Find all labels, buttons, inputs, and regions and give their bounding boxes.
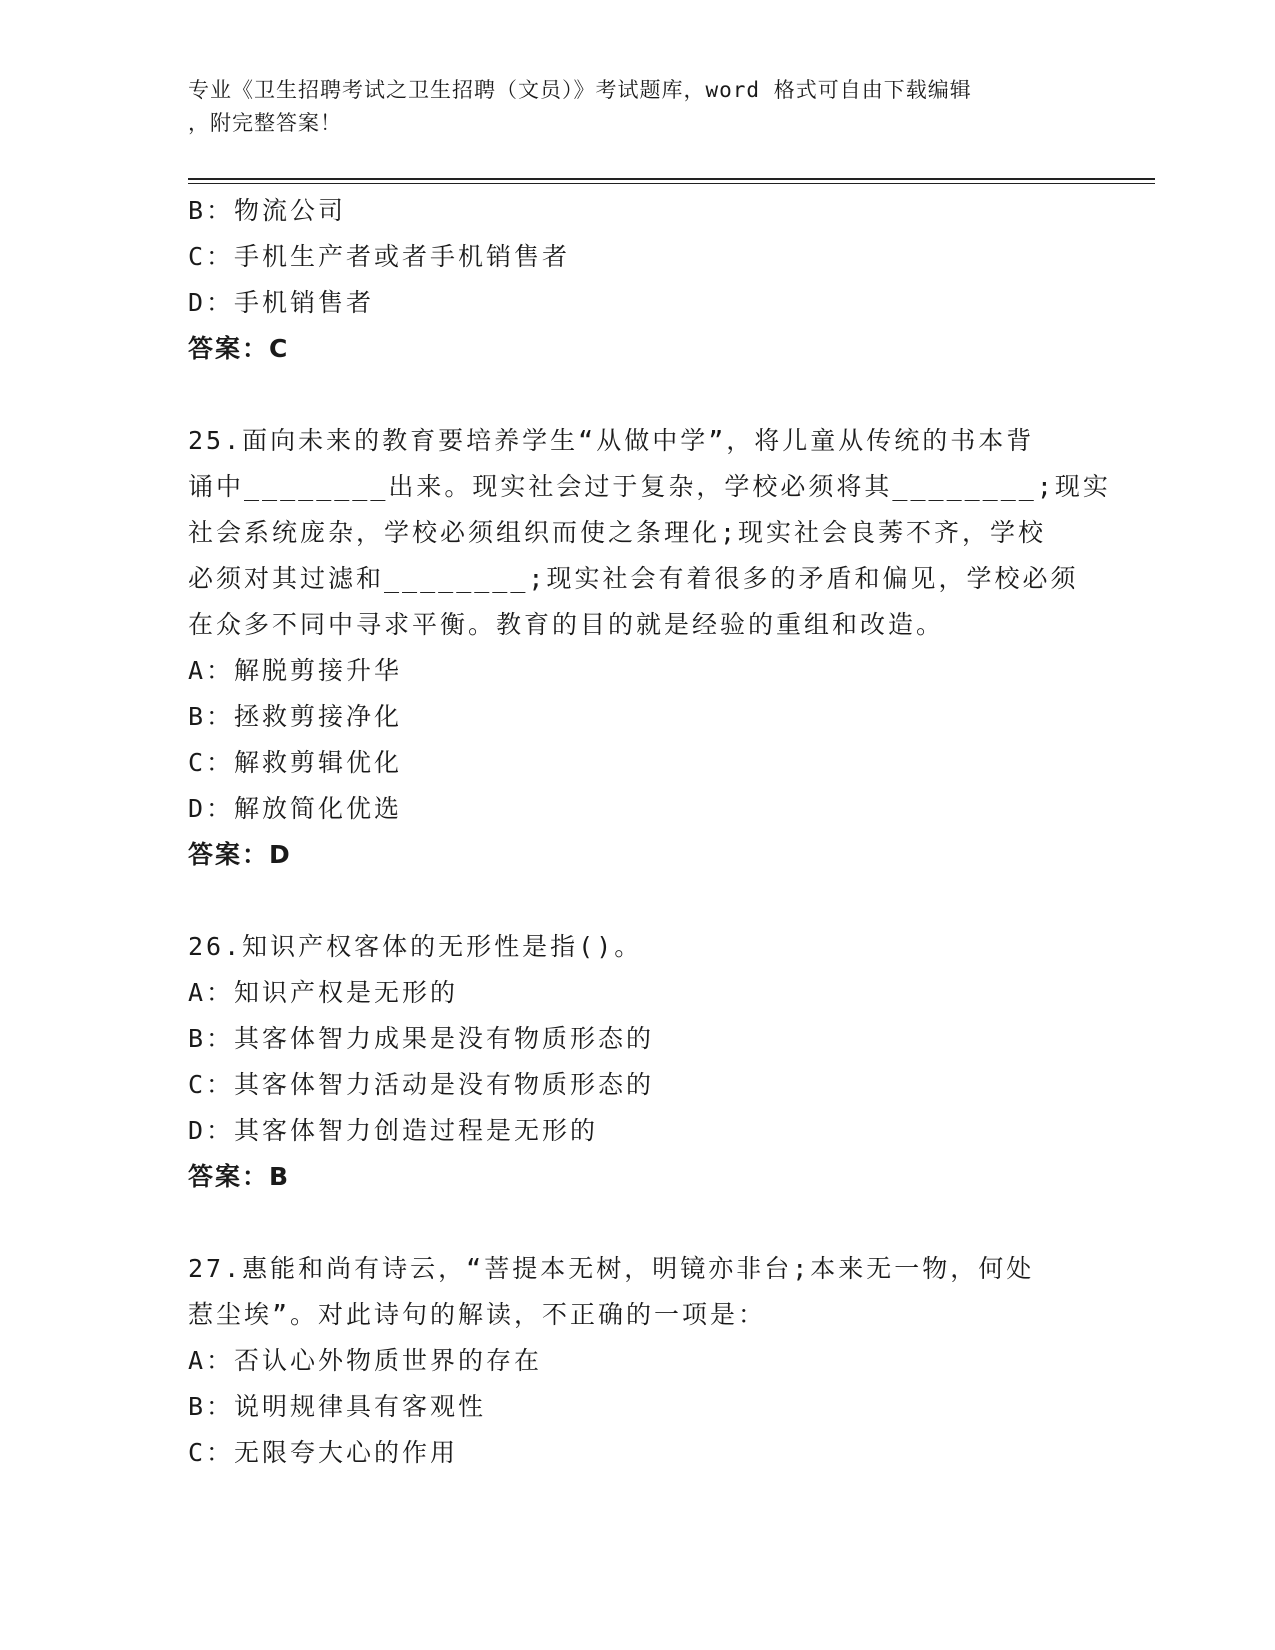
option-b: B：物流公司 xyxy=(188,196,347,225)
option-c: C：其客体智力活动是没有物质形态的 xyxy=(188,1070,655,1099)
answer-line: 答案：C xyxy=(188,334,290,363)
question-stem-line: 26.知识产权客体的无形性是指()。 xyxy=(188,932,643,961)
option-b: B：拯救剪接净化 xyxy=(188,702,403,731)
question-24 xyxy=(188,188,1078,372)
answer-line: 答案：B xyxy=(188,1162,291,1191)
spacer xyxy=(188,372,1078,418)
option-d: D：其客体智力创造过程是无形的 xyxy=(188,1116,599,1145)
header-line-2: ，附完整答案！ xyxy=(188,111,342,135)
option-c: C：解救剪辑优化 xyxy=(188,748,403,777)
question-stem-line: 必须对其过滤和________;现实社会有着很多的矛盾和偏见，学校必须 xyxy=(188,564,1079,593)
option-c: C：手机生产者或者手机销售者 xyxy=(188,242,571,271)
question-stem-line: 社会系统庞杂，学校必须组织而使之条理化;现实社会良莠不齐，学校 xyxy=(188,518,1047,547)
option-a: A：知识产权是无形的 xyxy=(188,978,459,1007)
option-a: A：解脱剪接升华 xyxy=(188,656,403,685)
option-a: A：否认心外物质世界的存在 xyxy=(188,1346,543,1375)
question-stem-line: 惹尘埃”。对此诗句的解读，不正确的一项是： xyxy=(188,1300,767,1329)
question-stem-line: 27.惠能和尚有诗云，“菩提本无树，明镜亦非台;本来无一物，何处 xyxy=(188,1254,1035,1283)
question-27 xyxy=(188,1246,1078,1476)
header-rule-thin xyxy=(188,183,1155,184)
spacer xyxy=(188,878,1078,924)
question-26 xyxy=(188,924,1078,1200)
header-rule-thick xyxy=(188,178,1155,180)
option-b: B：其客体智力成果是没有物质形态的 xyxy=(188,1024,655,1053)
question-list xyxy=(188,188,1111,1476)
question-stem-line: 25.面向未来的教育要培养学生“从做中学”，将儿童从传统的书本背 xyxy=(188,426,1035,455)
option-c: C：无限夸大心的作用 xyxy=(188,1438,459,1467)
document-header xyxy=(188,74,1068,140)
question-stem-line: 在众多不同中寻求平衡。教育的目的就是经验的重组和改造。 xyxy=(188,610,945,639)
header-line-1: 专业《卫生招聘考试之卫生招聘（文员）》考试题库，word 格式可自由下载编辑 xyxy=(188,78,972,102)
question-25 xyxy=(188,418,1111,878)
spacer xyxy=(188,1200,1078,1246)
option-d: D：手机销售者 xyxy=(188,288,375,317)
question-stem-line: 诵中________出来。现实社会过于复杂，学校必须将其________;现实 xyxy=(188,472,1111,501)
option-b: B：说明规律具有客观性 xyxy=(188,1392,487,1421)
answer-line: 答案：D xyxy=(188,840,292,869)
option-d: D：解放简化优选 xyxy=(188,794,403,823)
